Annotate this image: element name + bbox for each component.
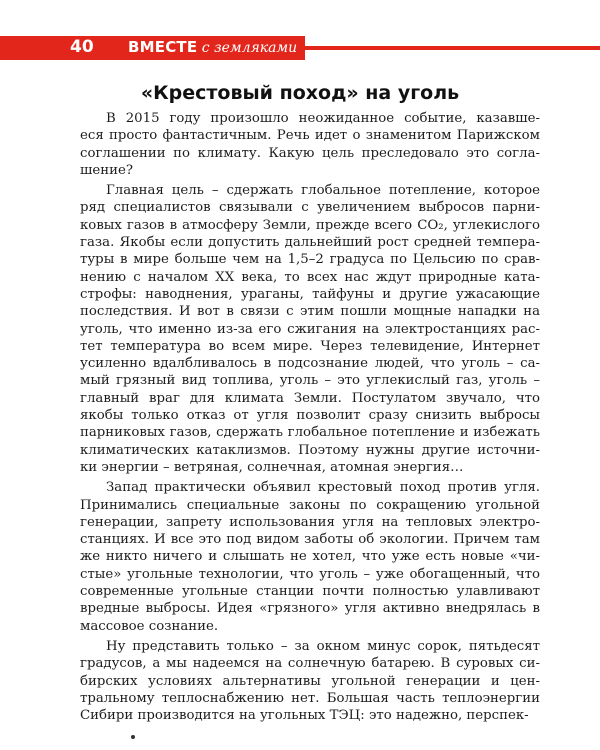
text-line: мый грязный вид топлива, уголь – это углекислый газ, уголь – (80, 373, 540, 389)
text-line: Принимались специальные законы по сокращению угольной (80, 497, 540, 513)
text-line: Запад практически объявил крестовый поход против угля. (106, 480, 540, 496)
text-line: вредные выбросы. Идея «грязного» угля активно внедрялась в (80, 601, 540, 617)
text-line: уголь, что именно из-за его сжигания на электростанциях рас- (80, 321, 540, 337)
header-red-band (0, 36, 305, 60)
text-line: современные угольные станции почти полностью улавливают (80, 584, 540, 600)
paragraph (80, 110, 540, 179)
text-line: ки энергии – ветряная, солнечная, атомная энергия… (80, 459, 464, 475)
text-line: тральному теплоснабжению нет. Большая часть теплоэнергии (80, 690, 540, 706)
text-line: соглашении по климату. Какую цель преследовало это согла- (80, 145, 540, 161)
text-line: главный враг для климата Земли. Постулатом звучало, что (80, 390, 540, 406)
text-line: якобы только отказ от угля позволит сразу снизить выбросы (80, 408, 540, 424)
text-line: Ну представить только – за окном минус сорок, пятьдесят (106, 638, 540, 654)
running-header (0, 36, 600, 60)
text-line: градусов, а мы надеемся на солнечную батарею. В суровых си- (80, 656, 540, 672)
text-line: парниковых газов, сдержать глобальное потепление и избежать (80, 425, 540, 441)
text-line: климатических катаклизмов. Поэтому нужны другие источни- (80, 442, 540, 458)
text-line: еся просто фантастичным. Речь идет о знаменитом Парижском (80, 128, 540, 144)
section-title-bold: ВМЕСТЕ (128, 38, 198, 56)
text-line: тет температура во всем мире. Через телевидение, Интернет (80, 338, 540, 354)
text-line: же никто ничего и слышать не хотел, что уже есть новые «чи- (80, 549, 540, 565)
text-line: ковых газов в атмосферу Земли, прежде всего CO₂, углекислого (80, 217, 540, 233)
section-title-italic: с земляками (197, 40, 298, 56)
text-line: нению с началом XX века, то всех нас ждут природные ката- (80, 269, 540, 285)
article-title: «Крестовый поход» на уголь (140, 82, 460, 104)
text-line: шение? (80, 162, 133, 178)
text-line: Главная цель – сдержать глобальное потепление, которое (106, 183, 540, 199)
text-line: туры в мире больше чем на 1,5–2 градуса по Цельсию по срав- (80, 252, 540, 268)
article-body (80, 110, 540, 727)
text-line: ряд специалистов связывали с увеличением выбросов парни- (80, 200, 540, 216)
text-line: станциях. И все это под видом заботы об экологии. Причем там (80, 532, 540, 548)
header-rule (305, 46, 600, 50)
text-line: Сибири производится на угольных ТЭЦ: это надежно, перспек- (80, 708, 529, 724)
paragraph (80, 638, 540, 724)
page-mark (131, 735, 135, 739)
text-line: бирских условиях альтернативы угольной генерации и цен- (80, 673, 540, 689)
page-number: 40 (70, 37, 94, 57)
text-line: последствия. И вот в связи с этим пошли мощные нападки на (80, 304, 540, 320)
text-line: строфы: наводнения, ураганы, тайфуны и другие ужасающие (80, 286, 540, 302)
text-line: стые» угольные технологии, что уголь – уже обогащенный, что (80, 566, 540, 582)
text-line: В 2015 году произошло неожиданное событие, казавше- (106, 111, 540, 126)
text-line: генерации, запрету использования угля на тепловых электро- (80, 514, 540, 530)
paragraph (80, 182, 540, 476)
text-line: массовое сознание. (80, 618, 219, 634)
text-line: усиленно вдалбливалось в подсознание людей, что уголь – са- (80, 356, 540, 372)
section-title (128, 38, 297, 56)
text-line: газа. Якобы если допустить дальнейший рост средней темпера- (80, 235, 540, 251)
paragraph (80, 479, 540, 635)
